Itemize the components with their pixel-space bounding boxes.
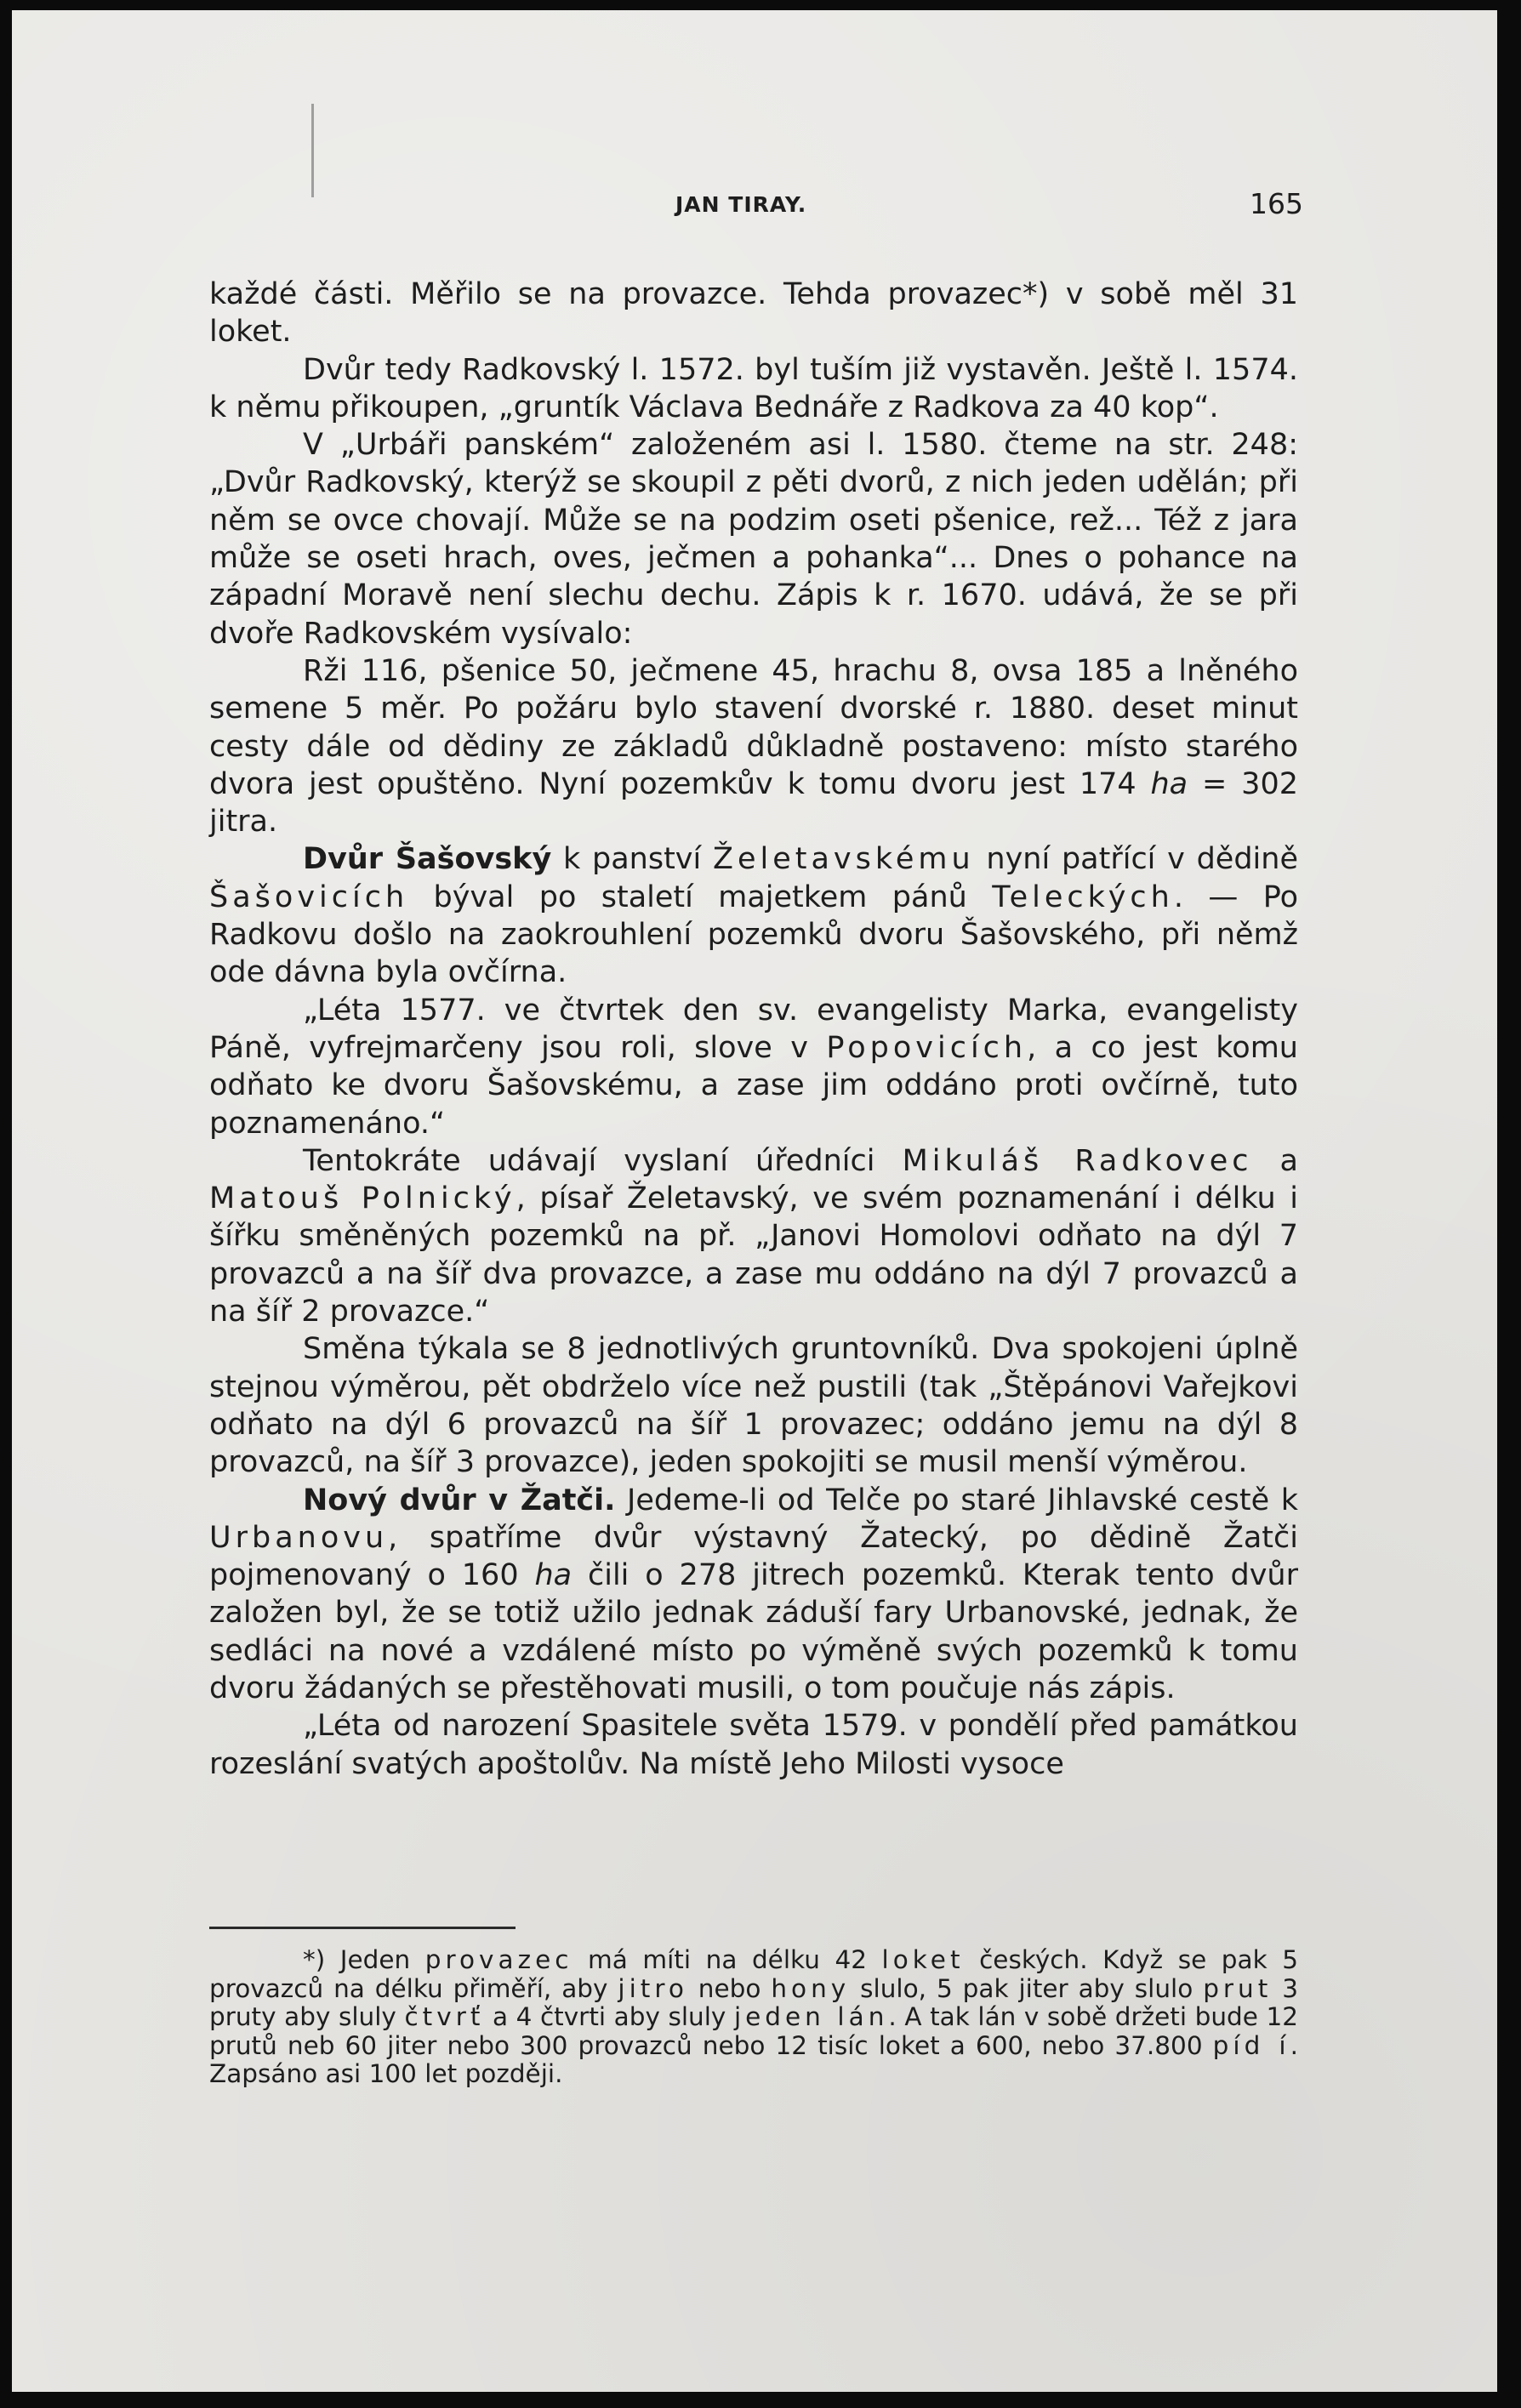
spaced-text: jeden lán [733, 2002, 889, 2032]
spaced-text: Urbanovu [209, 1520, 389, 1555]
spaced-text: Matouš Polnický [209, 1181, 516, 1216]
spaced-text: Mikuláš Radkovec [902, 1143, 1253, 1178]
paragraph-text: Tentokráte udávají vyslaní úředníci [303, 1143, 903, 1178]
paragraph-text: „Léta 1577. ve čtvrtek den sv. evangelisty Marka, evangelisty Páně, vyfrejmarčeny jsou roli, slove v [209, 993, 1298, 1065]
footnote-part: českých. Když se pak 5 provazců na délku přiměří, aby [209, 1945, 1298, 2003]
paragraph-text: Jedeme-li od Telče po staré Jihlavské cestě k [615, 1483, 1298, 1517]
paragraph-text: = 302 jitra. [209, 766, 1298, 840]
spaced-text: loket [881, 1945, 965, 1974]
spaced-text: Želetavskému [712, 842, 975, 877]
spaced-text: čtvrť [404, 2002, 485, 2032]
footnote-rule [209, 1927, 516, 1929]
spaced-text: hony [771, 1973, 851, 2003]
footnote-part: . Zapsáno asi 100 let později. [209, 2030, 1298, 2089]
paragraph-text: k panství [551, 842, 713, 877]
spaced-text: prut [1203, 1973, 1273, 2003]
paragraph: Směna týkala se 8 jednotlivých gruntovníků. Dva spokojeni úplně stejnou výměrou, pět obdrželo více než pustili (tak „Štěpánovi Vařejkovi odňato na dýl 6 provazců na šíř 1 provazec; oddáno jemu na dýl 8 provazců, na šíř 3 provazce), jeden spokojiti se musil menší výměrou. [209, 1332, 1298, 1480]
paragraph: každé části. Měřilo se na provazce. Tehda provazec*) v sobě měl 31 loket. [209, 277, 1298, 350]
paragraph-text: , a co jest komu odňato ke dvoru Šašovskému, a zase jim oddáno proti ovčírně, tuto poznamenáno.“ [209, 1030, 1298, 1141]
footnote-part: a 4 čtvrti aby sluly [484, 2002, 734, 2032]
spaced-text: píd í [1212, 2030, 1290, 2060]
section-heading: Nový dvůr v Žatči. [303, 1483, 616, 1517]
spaced-text: Teleckých [992, 880, 1174, 914]
footnote-part: 3 pruty aby sluly [209, 1973, 1299, 2032]
section-heading: Dvůr Šašovský [303, 842, 552, 877]
section-novy-dvur [209, 1482, 1298, 1708]
spaced-text: provazec [424, 1945, 573, 1974]
paragraph-text: , písař Želetavský, ve svém poznamenání i délku i šířku směněných pozemků na př. „Janovi Homolovi odňato na dýl 7 provazců a na šíř dva provazce, a zase mu oddáno na dýl 7 provazců a na šíř 2 provazce.“ [209, 1181, 1298, 1329]
paragraph [209, 652, 1298, 840]
spaced-text: jitro [618, 1973, 688, 2003]
unit-ha: ha [534, 1558, 573, 1593]
page-number: 165 [1250, 187, 1303, 220]
footnote-text [209, 1946, 1298, 2089]
paragraph-text: Rži 116, pšenice 50, ječmene 45, hrachu 8, ovsa 185 a lněného semene 5 měr. Po požáru bylo stavení dvorské r. 1880. deset minut cesty dále od dědiny ze základů důkladně postaveno: místo starého dvora jest opuštěno. Nyní pozemkův k tomu dvoru jest 174 [209, 653, 1298, 801]
page-fold-mark [311, 104, 314, 197]
page-header [12, 187, 1497, 221]
unit-ha: ha [1150, 766, 1188, 801]
book-page [12, 10, 1497, 2392]
paragraph [209, 1142, 1298, 1330]
paragraph-text: nyní patřící v dědině [974, 842, 1298, 877]
footnote-part: má míti na délku 42 [573, 1945, 882, 1974]
footnote-part: . A tak lán v sobě držeti bude 12 prutů neb 60 jiter nebo 300 provazců nebo 12 tisíc loket a 600, nebo 37.800 [209, 2002, 1299, 2060]
paragraph-text: . — Po Radkovu došlo na zaokrouhlení pozemků dvoru Šašovského, při němž ode dávna byla ovčírna. [209, 880, 1298, 990]
spaced-text: Popovicích [826, 1030, 1028, 1065]
paragraph: V „Urbáři panském“ založeném asi l. 1580. čteme na str. 248: „Dvůr Radkovský, kterýž se skoupil z pěti dvorů, z nich jeden udělán; při něm se ovce chovají. Může se na podzim oseti pšenice, rež... Též z jara může se oseti hrach, oves, ječmen a pohanka“... Dnes o pohance na západní Moravě není slechu dechu. Zápis k r. 1670. udává, že se při dvoře Radkovském vysívalo: [209, 428, 1298, 651]
paragraph-text: , spatříme dvůr výstavný Žatecký, po dědině Žatči pojmenovaný o 160 [209, 1520, 1298, 1593]
paragraph-text: býval po staletí majetkem pánů [408, 880, 993, 914]
section-dvur-sasovsky [209, 840, 1298, 991]
footnote-part: *) Jeden [303, 1945, 425, 1974]
paragraph: Dvůr tedy Radkovský l. 1572. byl tuším již vystavěn. Ještě l. 1574. k němu přikoupen, „gruntík Václava Bednáře z Radkova za 40 kop“. [209, 352, 1298, 424]
footnote [209, 1946, 1298, 2089]
running-title: JAN TIRAY. [675, 192, 807, 217]
footnote-part: slulo, 5 pak jiter aby slulo [850, 1973, 1204, 2003]
paragraph [209, 992, 1298, 1142]
footnote-part: nebo [687, 1973, 772, 2003]
paragraph-text: čili o 278 jitrech pozemků. Kterak tento dvůr založen byl, že se totiž užilo jednak záduší fary Urbanovské, jednak, že sedláci na nové a vzdálené místo po výměně svých pozemků k tomu dvoru žádaných se přestěhovati musili, o tom poučuje nás zápis. [209, 1558, 1298, 1705]
paragraph: „Léta od narození Spasitele světa 1579. v pondělí před památkou rozeslání svatých apoštolův. Na místě Jeho Milosti vysoce [209, 1709, 1298, 1781]
spaced-text: Šašovicích [209, 880, 409, 914]
body-text [209, 276, 1298, 1783]
paragraph-text: a [1252, 1143, 1299, 1178]
